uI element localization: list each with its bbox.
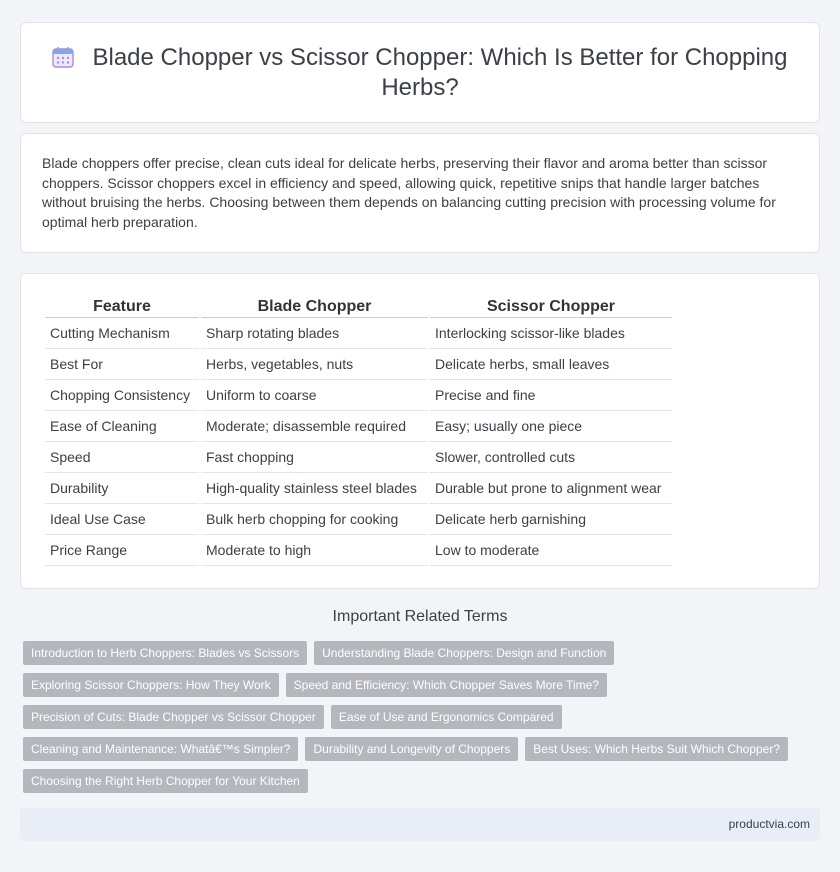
table-row bbox=[45, 504, 672, 535]
footer-site-name: productvia.com bbox=[728, 817, 810, 831]
feature-cell: Ideal Use Case bbox=[45, 504, 199, 535]
scissor-cell: Precise and fine bbox=[430, 380, 672, 411]
table-row bbox=[45, 411, 672, 442]
related-term-link[interactable]: Cleaning and Maintenance: Whatâ€™s Simpler? bbox=[23, 737, 298, 761]
scissor-cell: Delicate herb garnishing bbox=[430, 504, 672, 535]
scissor-cell: Easy; usually one piece bbox=[430, 411, 672, 442]
blade-cell: Moderate; disassemble required bbox=[201, 411, 428, 442]
intro-card bbox=[20, 133, 820, 253]
related-term-link[interactable]: Durability and Longevity of Choppers bbox=[305, 737, 518, 761]
page-title bbox=[21, 43, 819, 103]
comparison-card bbox=[20, 273, 820, 589]
feature-cell: Price Range bbox=[45, 535, 199, 566]
header-feature: Feature bbox=[45, 296, 199, 318]
header-blade-chopper: Blade Chopper bbox=[201, 296, 428, 318]
scissor-cell: Interlocking scissor-like blades bbox=[430, 318, 672, 349]
related-term-link[interactable]: Precision of Cuts: Blade Chopper vs Scissor Chopper bbox=[23, 705, 324, 729]
blade-cell: Fast chopping bbox=[201, 442, 428, 473]
related-term-link[interactable]: Choosing the Right Herb Chopper for Your Kitchen bbox=[23, 769, 308, 793]
scissor-cell: Slower, controlled cuts bbox=[430, 442, 672, 473]
blade-cell: Bulk herb chopping for cooking bbox=[201, 504, 428, 535]
title-card bbox=[20, 22, 820, 123]
blade-cell: High-quality stainless steel blades bbox=[201, 473, 428, 504]
table-row bbox=[45, 380, 672, 411]
scissor-cell: Durable but prone to alignment wear bbox=[430, 473, 672, 504]
table-row bbox=[45, 535, 672, 566]
table-row bbox=[45, 349, 672, 380]
feature-cell: Cutting Mechanism bbox=[45, 318, 199, 349]
feature-cell: Durability bbox=[45, 473, 199, 504]
header-scissor-chopper: Scissor Chopper bbox=[430, 296, 672, 318]
related-term-link[interactable]: Ease of Use and Ergonomics Compared bbox=[331, 705, 562, 729]
feature-cell: Ease of Cleaning bbox=[45, 411, 199, 442]
table-header-row bbox=[45, 296, 672, 318]
related-term-link[interactable]: Understanding Blade Choppers: Design and Function bbox=[314, 641, 614, 665]
blade-cell: Uniform to coarse bbox=[201, 380, 428, 411]
feature-cell: Best For bbox=[45, 349, 199, 380]
intro-paragraph: Blade choppers offer precise, clean cuts ideal for delicate herbs, preserving their flavor and aroma better than scissor choppers. Scissor choppers excel in efficiency and speed, allowing quick, repetitive snips that handle larger batches without bruising the herbs. Choosing between them depends on balancing cutting precision with processing volume for optimal herb preparation. bbox=[42, 155, 776, 230]
related-terms-heading: Important Related Terms bbox=[332, 608, 508, 625]
table-row bbox=[45, 318, 672, 349]
blade-cell: Herbs, vegetables, nuts bbox=[201, 349, 428, 380]
footer bbox=[20, 808, 820, 841]
blade-cell: Moderate to high bbox=[201, 535, 428, 566]
blade-cell: Sharp rotating blades bbox=[201, 318, 428, 349]
scissor-cell: Delicate herbs, small leaves bbox=[430, 349, 672, 380]
feature-cell: Chopping Consistency bbox=[45, 380, 199, 411]
page-title-text: Blade Chopper vs Scissor Chopper: Which Is Better for Chopping Herbs? bbox=[92, 44, 788, 101]
scissor-cell: Low to moderate bbox=[430, 535, 672, 566]
table-row bbox=[45, 473, 672, 504]
related-term-link[interactable]: Introduction to Herb Choppers: Blades vs Scissors bbox=[23, 641, 307, 665]
comparison-table bbox=[43, 296, 674, 566]
calendar-icon bbox=[52, 46, 74, 68]
related-terms-list bbox=[23, 641, 813, 793]
related-term-link[interactable]: Best Uses: Which Herbs Suit Which Chopper? bbox=[525, 737, 788, 761]
table-row bbox=[45, 442, 672, 473]
related-term-link[interactable]: Exploring Scissor Choppers: How They Work bbox=[23, 673, 279, 697]
related-term-link[interactable]: Speed and Efficiency: Which Chopper Saves More Time? bbox=[286, 673, 607, 697]
feature-cell: Speed bbox=[45, 442, 199, 473]
